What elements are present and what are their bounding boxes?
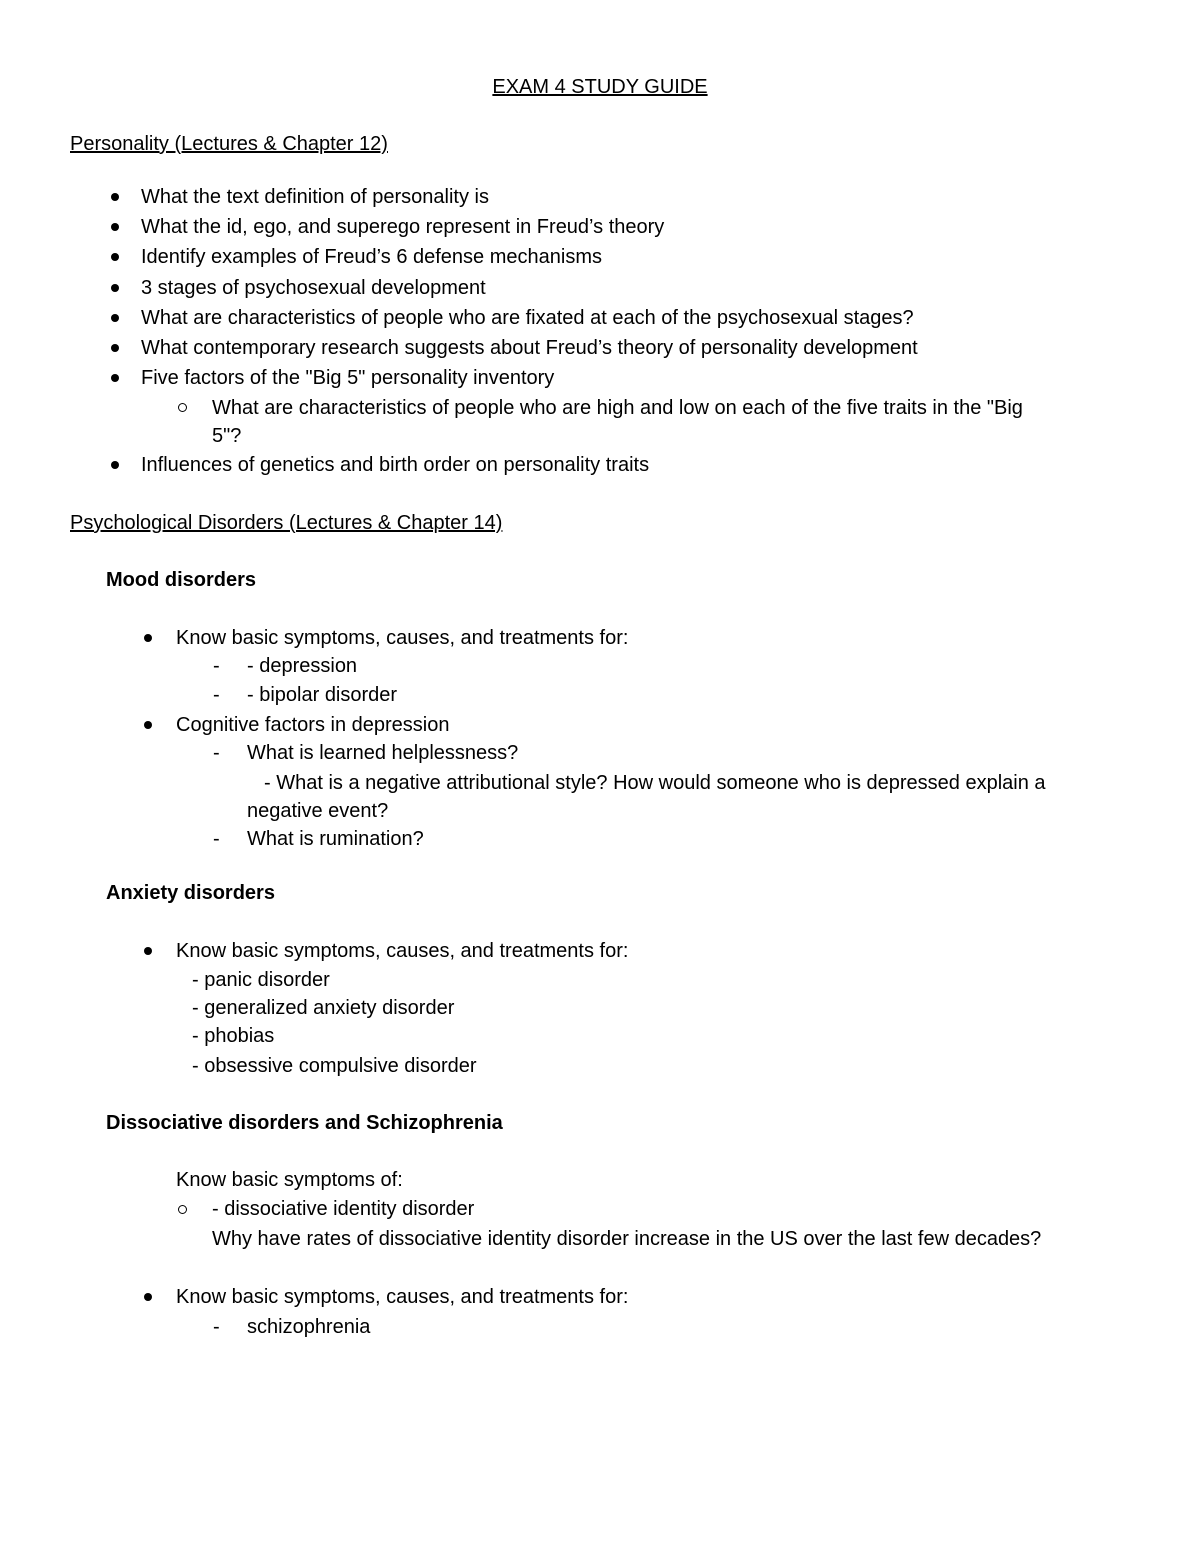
list-item: What are characteristics of people who are fixated at each of the psychosexual stages? [141, 307, 914, 329]
list-item: Know basic symptoms, causes, and treatments for: [176, 627, 629, 649]
dash-marker: - [213, 684, 220, 706]
sub-list-item: - generalized anxiety disorder [192, 997, 455, 1019]
sub-list-item: - What is a negative attributional style? How would someone who is depressed explain a [264, 772, 1046, 794]
anxiety-disorders-heading: Anxiety disorders [106, 882, 275, 904]
sub-list-item: - dissociative identity disorder [212, 1198, 475, 1220]
disorders-heading: Psychological Disorders (Lectures & Chapter 14) [70, 512, 503, 534]
sub-list-item: What is learned helplessness? [247, 742, 519, 764]
sub-list-item: - depression [247, 655, 358, 677]
bullet-icon [144, 634, 152, 642]
paragraph: Know basic symptoms of: [176, 1169, 403, 1191]
dissociative-heading: Dissociative disorders and Schizophrenia [106, 1112, 503, 1134]
bullet-icon [144, 947, 152, 955]
bullet-icon [111, 314, 119, 322]
sub-list-item: - bipolar disorder [247, 684, 398, 706]
list-item: 3 stages of psychosexual development [141, 277, 486, 299]
bullet-icon [111, 284, 119, 292]
list-item: Cognitive factors in depression [176, 714, 450, 736]
bullet-icon [144, 1293, 152, 1301]
dash-marker: - [213, 655, 220, 677]
personality-heading: Personality (Lectures & Chapter 12) [70, 133, 388, 155]
bullet-icon [111, 461, 119, 469]
dash-marker: - [213, 1316, 220, 1338]
list-item: What the id, ego, and superego represent in Freud’s theory [141, 216, 665, 238]
sub-list-item: - panic disorder [192, 969, 330, 991]
circle-bullet-icon [178, 1205, 187, 1214]
sub-list-item-continuation: 5"? [212, 425, 242, 447]
mood-disorders-heading: Mood disorders [106, 569, 257, 591]
sub-list-item: What are characteristics of people who are high and low on each of the five traits in the "Big [212, 397, 1023, 419]
sub-list-item-continuation: Why have rates of dissociative identity disorder increase in the US over the last few decades? [212, 1228, 1042, 1250]
bullet-icon [144, 721, 152, 729]
sub-list-item: - phobias [192, 1025, 275, 1047]
page-title: EXAM 4 STUDY GUIDE [492, 76, 708, 98]
bullet-icon [111, 374, 119, 382]
list-item: What contemporary research suggests about Freud’s theory of personality development [141, 337, 918, 359]
bullet-icon [111, 344, 119, 352]
list-item: What the text definition of personality is [141, 186, 489, 208]
bullet-icon [111, 223, 119, 231]
list-item: Five factors of the "Big 5" personality inventory [141, 367, 555, 389]
list-item: Identify examples of Freud’s 6 defense mechanisms [141, 246, 602, 268]
sub-list-item-continuation: negative event? [247, 800, 389, 822]
bullet-icon [111, 253, 119, 261]
sub-list-item: schizophrenia [247, 1316, 371, 1338]
list-item: Know basic symptoms, causes, and treatments for: [176, 1286, 629, 1308]
list-item: Know basic symptoms, causes, and treatments for: [176, 940, 629, 962]
bullet-icon [111, 193, 119, 201]
dash-marker: - [213, 742, 220, 764]
sub-list-item: What is rumination? [247, 828, 424, 850]
sub-list-item: - obsessive compulsive disorder [192, 1055, 477, 1077]
list-item: Influences of genetics and birth order on personality traits [141, 454, 650, 476]
circle-bullet-icon [178, 403, 187, 412]
dash-marker: - [213, 828, 220, 850]
